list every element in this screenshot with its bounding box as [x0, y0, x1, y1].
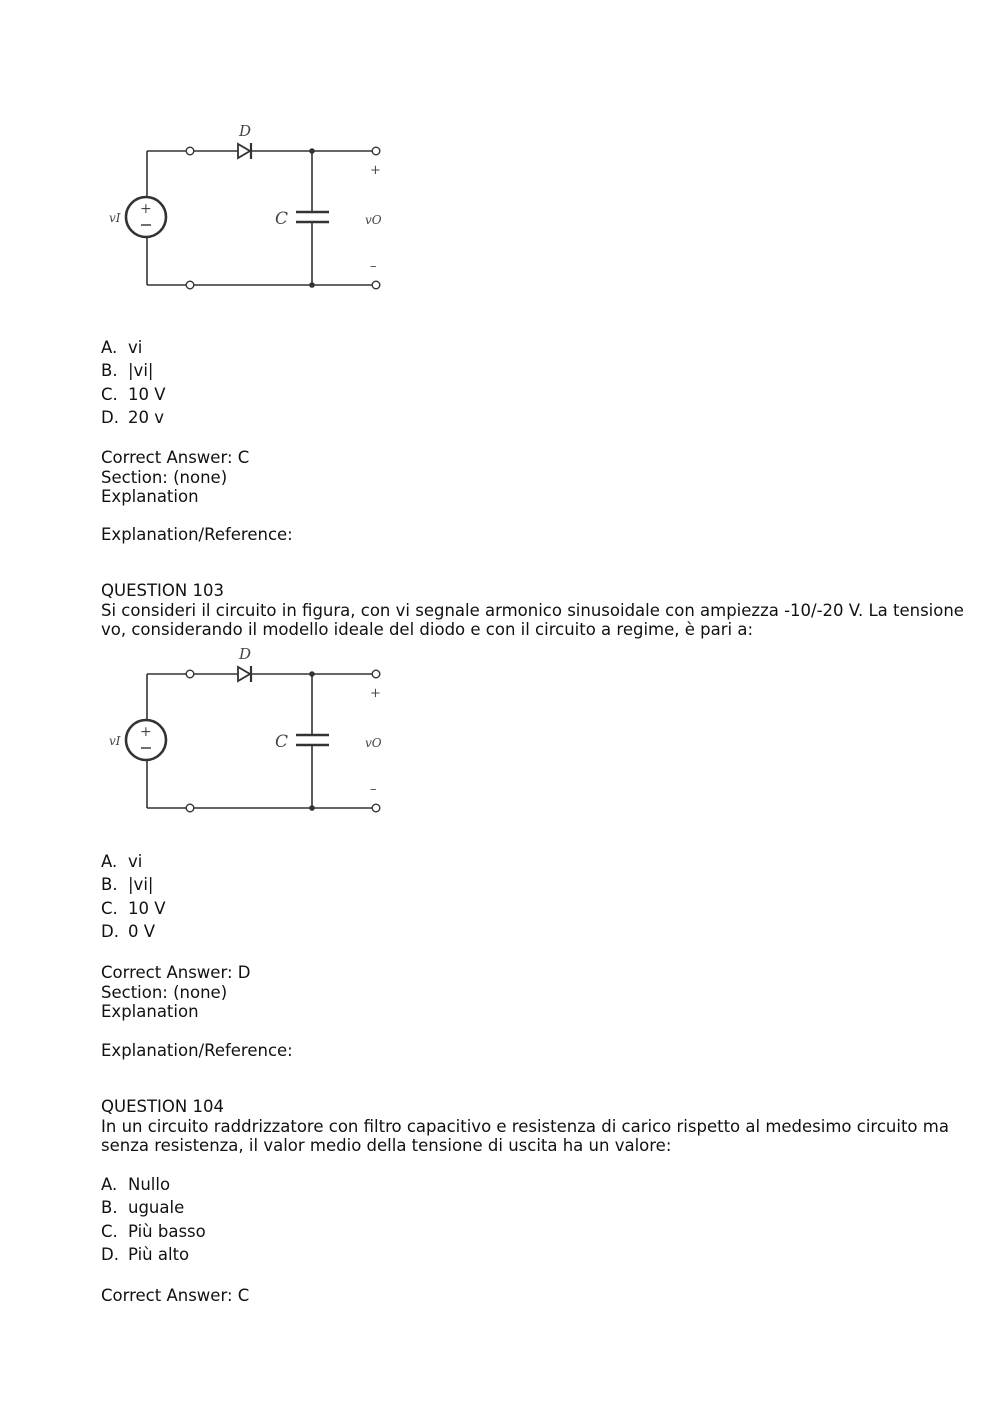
- explanation-reference: Explanation/Reference:: [101, 1041, 293, 1060]
- section: Section: (none): [101, 467, 228, 487]
- option-d: D. 20 v: [101, 407, 165, 427]
- capacitor-label: C: [275, 209, 289, 229]
- circuit-diagram-1: [100, 118, 400, 303]
- option-b: B. |vi|: [101, 361, 154, 381]
- option-b: B. |vi|: [101, 875, 154, 895]
- output-voltage-label: vO: [365, 736, 382, 750]
- q102-options: [101, 336, 166, 429]
- question-text-line: senza resistenza, il valor medio della tensione di uscita ha un valore:: [101, 1136, 672, 1155]
- option-a: A. Nullo: [101, 1175, 171, 1194]
- q103-answer-block: [101, 963, 250, 1022]
- diode-symbol: [238, 144, 250, 158]
- option-d: D. 0 V: [101, 921, 156, 941]
- explanation: Explanation: [101, 487, 199, 506]
- capacitor-label: C: [275, 732, 289, 752]
- explanation: Explanation: [101, 1002, 199, 1021]
- option-a: A. vi: [101, 338, 143, 357]
- plus-label: +: [370, 686, 381, 701]
- q104-block: [101, 1097, 949, 1156]
- svg-text:+: +: [140, 201, 152, 217]
- diode-symbol: [238, 667, 250, 681]
- option-a: A. vi: [101, 852, 143, 871]
- option-c: C. 10 V: [101, 384, 166, 404]
- question-text-line: vo, considerando il modello ideale del diodo e con il circuito a regime, è pari a:: [101, 620, 754, 639]
- svg-text:+: +: [140, 724, 152, 740]
- option-c: C. 10 V: [101, 898, 166, 918]
- question-text-line: Si consideri il circuito in figura, con vi segnale armonico sinusoidale con ampiezza -10/-20 V. La tensione: [101, 600, 964, 620]
- q103-block: [101, 581, 964, 640]
- correct-answer: Correct Answer: C: [101, 1286, 250, 1305]
- correct-answer: Correct Answer: C: [101, 448, 250, 467]
- section: Section: (none): [101, 982, 228, 1002]
- q103-options: [101, 850, 166, 943]
- correct-answer: Correct Answer: D: [101, 963, 251, 982]
- input-voltage-label: vI: [109, 211, 121, 225]
- minus-label: –: [370, 259, 377, 274]
- explanation-reference: Explanation/Reference:: [101, 525, 293, 544]
- q102-answer-block: [101, 448, 249, 507]
- minus-label: –: [370, 782, 377, 797]
- option-b: B. uguale: [101, 1198, 185, 1218]
- option-c: C. Più basso: [101, 1221, 206, 1241]
- output-voltage-label: vO: [365, 213, 382, 227]
- question-text-line: In un circuito raddrizzatore con filtro capacitivo e resistenza di carico rispetto al medesimo circuito ma: [101, 1116, 949, 1136]
- diode-label: D: [239, 645, 252, 663]
- diode-label: D: [239, 122, 252, 140]
- q104-options: [101, 1173, 206, 1266]
- question-title: QUESTION 104: [101, 1097, 224, 1116]
- question-title: QUESTION 103: [101, 581, 224, 600]
- plus-label: +: [370, 163, 381, 178]
- output-terminal: [372, 147, 380, 155]
- option-d: D. Più alto: [101, 1244, 190, 1264]
- output-terminal: [372, 670, 380, 678]
- circuit-diagram-2: [100, 641, 400, 826]
- input-voltage-label: vI: [109, 734, 121, 748]
